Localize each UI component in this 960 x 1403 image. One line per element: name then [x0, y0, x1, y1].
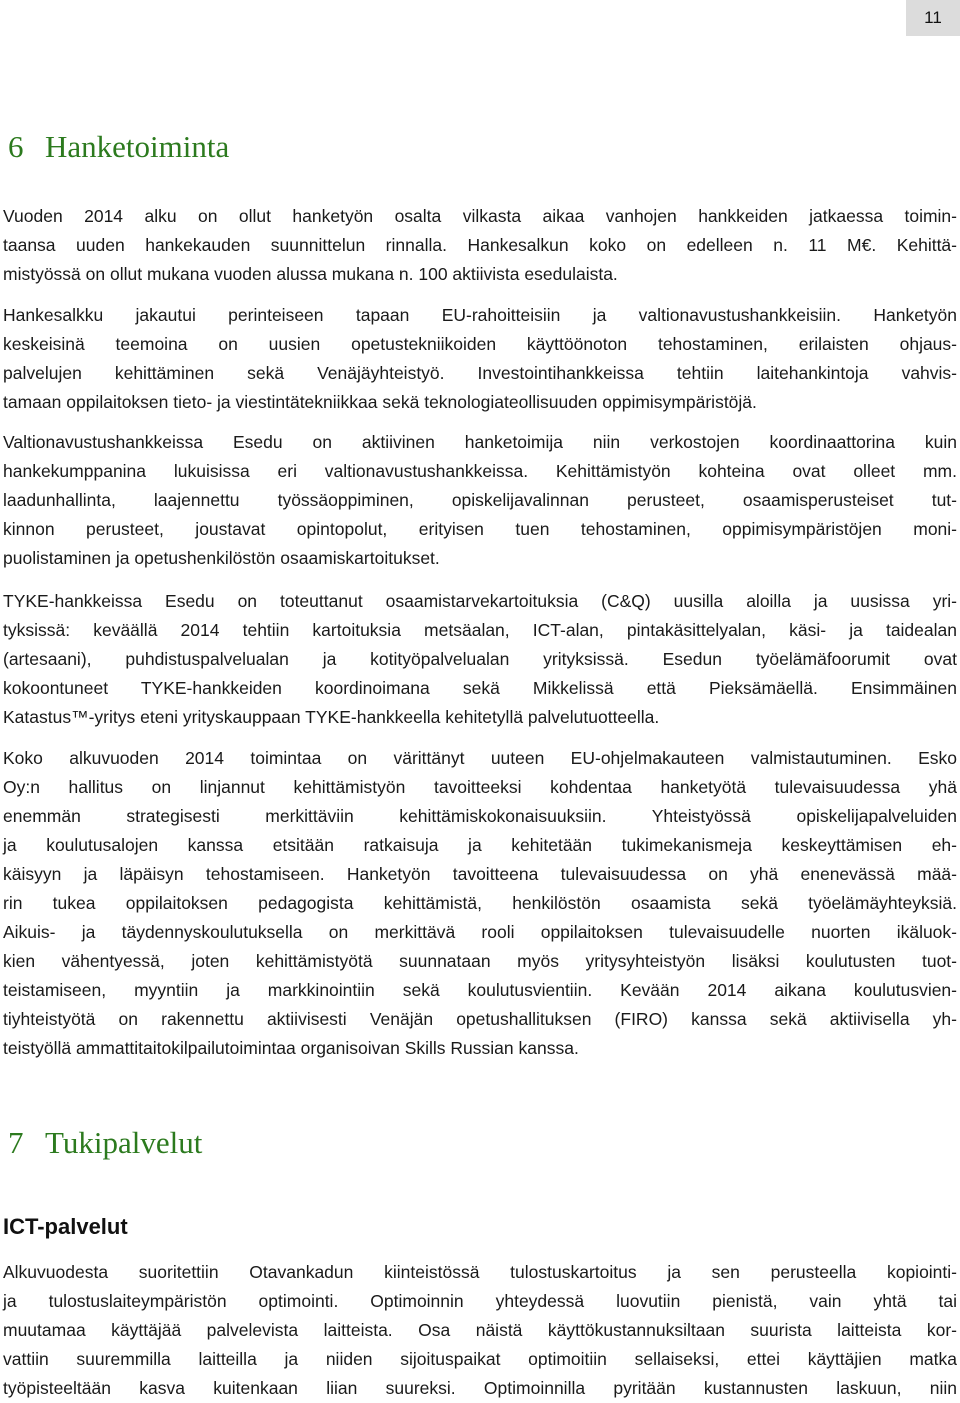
- section-6-paragraph-2: [3, 301, 957, 417]
- text-line: käisyyn ja läpäisyn tehostamiseen. Hanketyön tavoitteena tulevaisuudessa on yhä enenevässä mää-: [3, 864, 957, 884]
- section-7-title: Tukipalvelut: [45, 1125, 203, 1160]
- text-line: Aikuis- ja täydennyskoulutuksella on merkittävä rooli oppilaitoksen tulevaisuudelle nuorten ikäluok-: [3, 922, 957, 942]
- text-line: (artesaani), puhdistuspalvelualan ja kotityöpalvelualan yrityksissä. Esedun työelämäfoorumit ovat: [3, 649, 957, 669]
- text-line: Vuoden 2014 alku on ollut hanketyön osalta vilkasta aikaa vanhojen hankkeiden jatkaessa toimin-: [3, 206, 957, 226]
- text-line: ja tulostuslaiteympäristön optimointi. Optimoinnin yhteydessä luovutiin pienistä, vain yhtä tai: [3, 1291, 957, 1311]
- section-6-number: 6: [8, 129, 24, 164]
- section-7-heading: [8, 1125, 202, 1161]
- text-line: Koko alkuvuoden 2014 toimintaa on värittänyt uuteen EU-ohjelmakauteen valmistautuminen. Esko: [3, 748, 957, 768]
- text-line: mistyössä on ollut mukana vuoden alussa mukana n. 100 aktiivista esedulaista.: [3, 264, 618, 284]
- text-line: rin tukea oppilaitoksen pedagogista kehittämistä, henkilöstön osaamista sekä työelämäyhteyksiä.: [3, 893, 957, 913]
- text-line: Oy:n hallitus on linjannut kehittämistyön tavoitteeksi kohdentaa hanketyötä tulevaisuudessa yhä: [3, 777, 957, 797]
- text-line: muutamaa käyttäjää palvelevista laitteista. Osa näistä käyttökustannuksiltaan suurista laitteista kor-: [3, 1320, 957, 1340]
- page-number: 11: [906, 0, 960, 36]
- text-line: laadunhallinta, laajennettu työssäoppiminen, opiskelijavalinnan perusteet, osaamisperusteiset tut-: [3, 490, 957, 510]
- text-line: tamaan oppilaitoksen tieto- ja viestintätekniikkaa sekä teknologiateollisuuden oppimisympäristöjä.: [3, 392, 757, 412]
- text-line: hankekumppanina lukuisissa eri valtionavustushankkeissa. Kehittämistyön kohteina ovat olleet mm.: [3, 461, 957, 481]
- text-line: taansa uuden hankekauden suunnittelun rinnalla. Hankesalkun koko on edelleen n. 11 M€. Kehittä-: [3, 235, 957, 255]
- section-6-paragraph-5: [3, 744, 957, 1063]
- section-6-title: Hanketoiminta: [45, 129, 230, 164]
- text-line: enemmän strategisesti merkittäviin kehittämiskokonaisuuksiin. Yhteistyössä opiskelijapalveluiden: [3, 806, 957, 826]
- text-line: Hankesalkku jakautui perinteiseen tapaan EU-rahoitteisiin ja valtionavustushankkeisiin. Hanketyön: [3, 305, 957, 325]
- text-line: Katastus™-yritys eteni yrityskauppaan TYKE-hankkeella kehitetyllä palvelutuotteella.: [3, 707, 660, 727]
- text-line: teistamiseen, myyntiin ja markkinointiin sekä koulutusvientiin. Kevään 2014 aikana koulutusvien-: [3, 980, 957, 1000]
- section-7-paragraph-1: [3, 1258, 957, 1403]
- text-line: kokoontuneet TYKE-hankkeiden koordinoimana sekä Mikkelissä että Pieksämäellä. Ensimmäinen: [3, 678, 957, 698]
- text-line: puolistaminen ja opetushenkilöstön osaamiskartoitukset.: [3, 548, 440, 568]
- text-line: Alkuvuodesta suoritettiin Otavankadun kiinteistössä tulostuskartoitus ja sen perusteella kopiointi-: [3, 1262, 957, 1282]
- section-6-paragraph-1: [3, 202, 957, 289]
- text-line: Valtionavustushankkeissa Esedu on aktiivinen hanketoimija niin verkostojen koordinaattorina kuin: [3, 432, 957, 452]
- text-line: tyksissä: keväällä 2014 tehtiin kartoituksia metsäalan, ICT-alan, pintakäsittelyalan, käsi- ja taidealan: [3, 620, 957, 640]
- text-line: kinnon perusteet, joustavat opintopolut, erityisen tuen tehostaminen, oppimisympäristöjen moni-: [3, 519, 957, 539]
- text-line: palvelujen kehittäminen sekä Venäjäyhteistyö. Investointihankkeissa tehtiin laitehankintoja vahvis-: [3, 363, 957, 383]
- text-line: tiyhteistyötä on rakennettu aktiivisesti Venäjän opetushallituksen (FIRO) kanssa sekä aktiivisella yh-: [3, 1009, 957, 1029]
- ict-services-subheading: ICT-palvelut: [3, 1214, 128, 1239]
- section-6-paragraph-3: [3, 428, 957, 573]
- text-line: vattiin suuremmilla laitteilla ja niiden sijoituspaikat optimoitiin sellaiseksi, ettei käyttäjien matka: [3, 1349, 957, 1369]
- text-line: ja koulutusalojen kanssa etsitään ratkaisuja ja kehitetään tukimekanismeja keskeyttämisen eh-: [3, 835, 957, 855]
- text-line: teistyöllä ammattitaitokilpailutoimintaa organisoivan Skills Russian kanssa.: [3, 1038, 579, 1058]
- text-line: keskeisinä teemoina on uusien opetustekniikoiden käyttöönoton tehostaminen, erilaisten ohjaus-: [3, 334, 957, 354]
- text-line: työpisteeltään kasva kuitenkaan liian suureksi. Optimoinnilla pyritään kustannusten laskuun, niin: [3, 1378, 957, 1398]
- section-6-paragraph-4: [3, 587, 957, 732]
- text-line: TYKE-hankkeissa Esedu on toteuttanut osaamistarvekartoituksia (C&Q) uusilla aloilla ja uusissa yri-: [3, 591, 957, 611]
- section-7-number: 7: [8, 1125, 24, 1160]
- section-6-heading: [8, 129, 229, 165]
- text-line: kien vähentyessä, joten kehittämistyötä suunnataan myös yritysyhteistyön lisäksi koulutusten tuot-: [3, 951, 957, 971]
